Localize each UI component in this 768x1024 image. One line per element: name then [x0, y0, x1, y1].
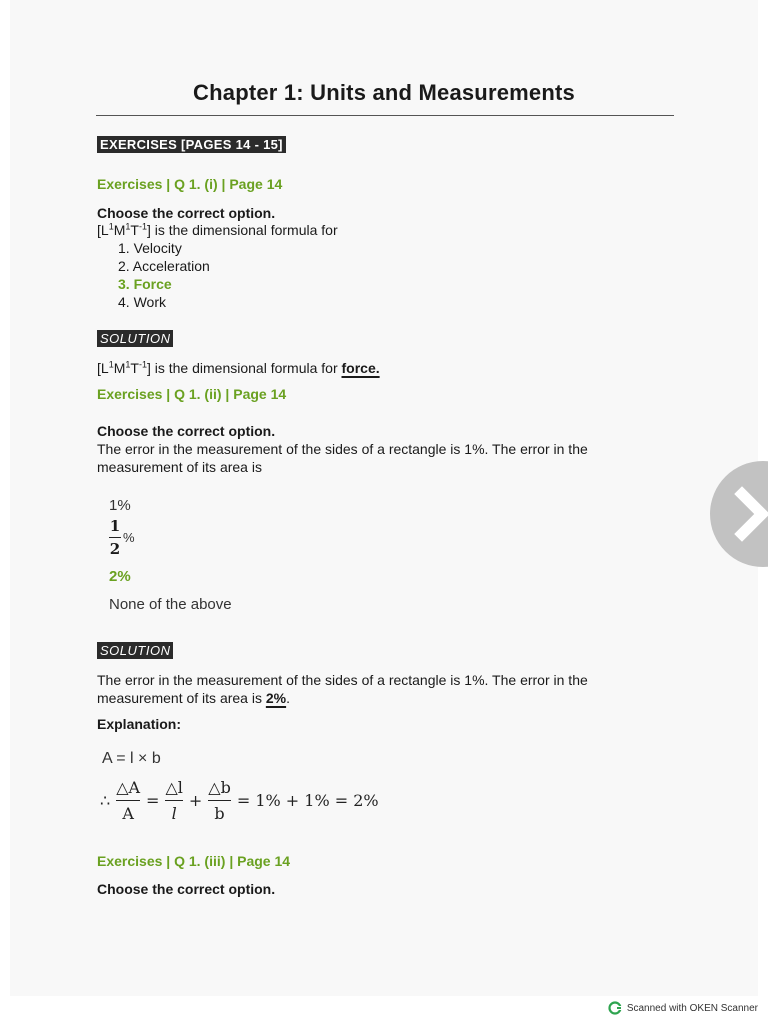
q1-option: 4. Work	[118, 294, 166, 310]
q2-option-1: 1%	[109, 497, 131, 514]
q2-heading: Exercises | Q 1. (ii) | Page 14	[97, 386, 287, 402]
q1-option-correct: 3. Force	[118, 276, 172, 292]
title-divider	[96, 115, 674, 116]
q1-heading: Exercises | Q 1. (i) | Page 14	[97, 176, 283, 192]
chevron-right-icon	[732, 484, 768, 544]
q1-solution-tag: SOLUTION	[97, 330, 173, 347]
q1-answer: $[L^1M^1T^{-1}]$ is the dimensional formula for force.	[97, 359, 380, 376]
area-formula: A = l × b	[102, 750, 161, 767]
error-equation: ∴ △A A = △l l + △b b = 1% + 1% = 2%	[100, 778, 379, 823]
q1-option: 1. Velocity	[118, 240, 182, 256]
q2-answer-highlight: 2%	[265, 690, 287, 706]
q1-question: $[L^1M^1T^{-1}]$ is the dimensional formula for	[97, 221, 338, 238]
q2-option-4: None of the above	[109, 596, 232, 613]
q1-answer-highlight: force.	[341, 360, 380, 376]
q2-instruction: Choose the correct option.	[97, 423, 276, 439]
q3-instruction: Choose the correct option.	[97, 881, 276, 897]
q2-option-3-correct: 2%	[109, 568, 131, 585]
exercises-tag: EXERCISES [PAGES 14 - 15]	[97, 136, 286, 153]
q2-question: The error in the measurement of the sides of a rectangle is 1%. The error in the measurement of its area is	[97, 441, 588, 475]
scanner-watermark: Scanned with OKEN Scanner	[608, 1001, 758, 1015]
chapter-title: Chapter 1: Units and Measurements	[193, 80, 575, 105]
q3-heading: Exercises | Q 1. (iii) | Page 14	[97, 853, 291, 869]
q1-instruction: Choose the correct option.	[97, 205, 276, 221]
q1-options-list	[118, 239, 210, 311]
q1-option: 2. Acceleration	[118, 258, 210, 274]
q2-option-2-fraction: 1 2 %	[109, 517, 135, 558]
explanation-label: Explanation:	[97, 716, 182, 732]
scanner-logo-icon	[608, 1001, 622, 1015]
q2-solution-tag: SOLUTION	[97, 642, 173, 659]
q2-answer: The error in the measurement of the sides of a rectangle is 1%. The error in the measurement of its area is 2%.	[97, 672, 588, 706]
